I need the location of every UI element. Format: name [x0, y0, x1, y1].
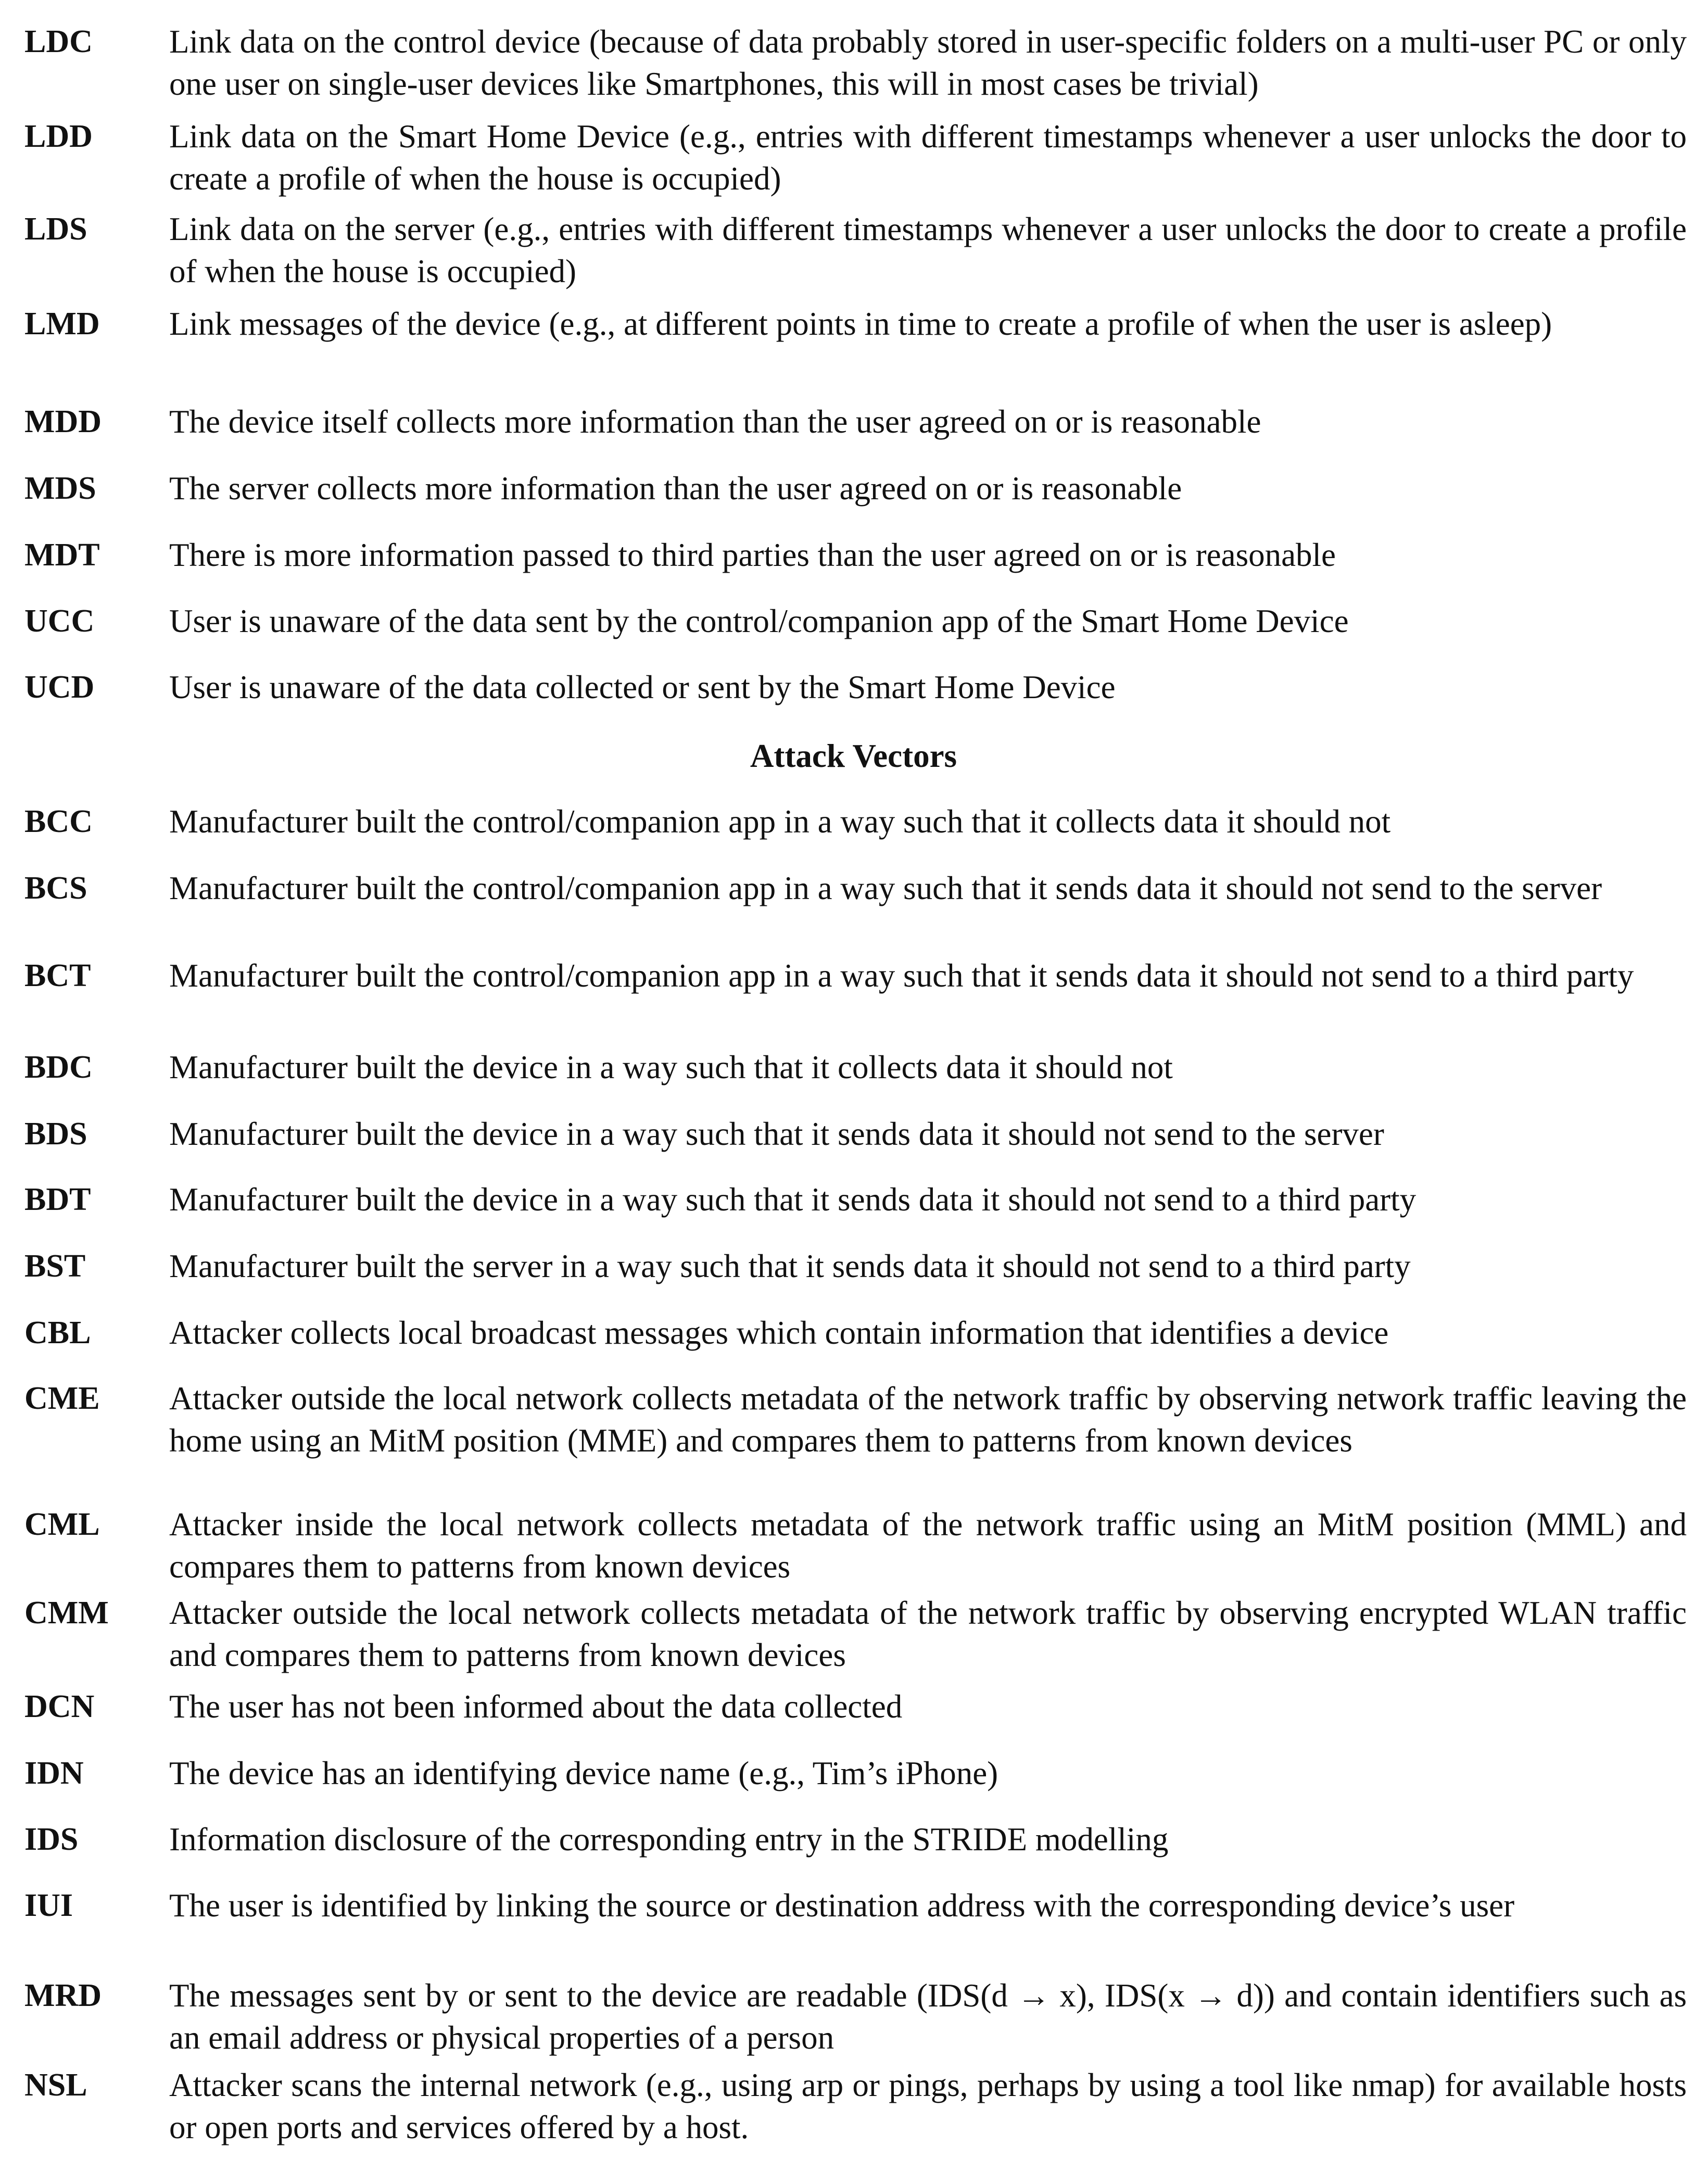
- entry-description: User is unaware of the data sent by the control/companion app of the Smart Home Device: [169, 603, 1349, 639]
- entry-description: The user has not been informed about the data collected: [169, 1688, 903, 1725]
- entry-description: Link messages of the device (e.g., at different points in time to create a profile of when the user is asleep): [169, 306, 1552, 342]
- entry-description: Manufacturer built the server in a way such that it sends data it should not send to a third party: [169, 1248, 1411, 1284]
- entry-description: Manufacturer built the device in a way such that it sends data it should not send to a third party: [169, 1181, 1417, 1218]
- entry-code: CMM: [24, 1595, 109, 1631]
- section-heading-attack-vectors: Attack Vectors: [750, 738, 957, 774]
- entry-description: There is more information passed to third parties than the user agreed on or is reasonable: [169, 537, 1336, 573]
- entry-description: User is unaware of the data collected or sent by the Smart Home Device: [169, 669, 1116, 705]
- entry-code: MDT: [24, 537, 100, 573]
- entry-code: MDS: [24, 471, 96, 506]
- entry-description: Information disclosure of the corresponding entry in the STRIDE modelling: [169, 1821, 1169, 1858]
- entry-description: The messages sent by or sent to the device are readable (IDS(d → x), IDS(x → d)) and contain identifiers such as an email address or physical properties of a person: [169, 1977, 1687, 2056]
- entry-description: Manufacturer built the control/companion app in a way such that it sends data it should not send to a third party: [169, 957, 1634, 994]
- entry-description: Link data on the server (e.g., entries with different timestamps whenever a user unlocks the door to create a profile of when the house is occupied): [169, 211, 1687, 289]
- entry-code: BDC: [24, 1050, 93, 1085]
- entry-code: MRD: [24, 1978, 102, 2013]
- entry-code: LDC: [24, 24, 93, 59]
- entry-description: Manufacturer built the device in a way such that it collects data it should not: [169, 1049, 1173, 1085]
- entry-code: CML: [24, 1507, 100, 1542]
- entry-description: Attacker outside the local network collects metadata of the network traffic by observing encrypted WLAN traffic and compares them to patterns from known devices: [169, 1595, 1687, 1673]
- entry-description: Link data on the Smart Home Device (e.g., entries with different timestamps whenever a user unlocks the door to create a profile of when the house is occupied): [169, 118, 1687, 197]
- entry-description: Attacker outside the local network collects metadata of the network traffic by observing network traffic leaving the home using an MitM position (MME) and compares them to patterns from known devices: [169, 1380, 1687, 1459]
- entry-description: Attacker inside the local network collects metadata of the network traffic using an MitM position (MML) and compares them to patterns from known devices: [169, 1506, 1687, 1585]
- entry-code: CBL: [24, 1315, 91, 1350]
- entry-code: LMD: [24, 306, 100, 342]
- entry-code: IUI: [24, 1888, 73, 1923]
- entry-code: IDS: [24, 1822, 79, 1857]
- entry-description: Attacker collects local broadcast messages which contain information that identifies a device: [169, 1315, 1389, 1351]
- entry-code: UCD: [24, 670, 95, 705]
- entry-description: The device has an identifying device name (e.g., Tim’s iPhone): [169, 1755, 998, 1791]
- entry-description: Attacker scans the internal network (e.g., using arp or pings, perhaps by using a tool like nmap) for available hosts or open ports and services offered by a host.: [169, 2067, 1687, 2145]
- entry-code: BCS: [24, 870, 87, 906]
- entry-description: Manufacturer built the device in a way such that it sends data it should not send to the server: [169, 1116, 1384, 1152]
- entry-description: The device itself collects more information than the user agreed on or is reasonable: [169, 403, 1261, 440]
- entry-description: Link data on the control device (because of data probably stored in user-specific folders on a multi-user PC or only one user on single-user devices like Smartphones, this will in most cases be trivial): [169, 23, 1687, 102]
- entry-description: Manufacturer built the control/companion app in a way such that it sends data it should not send to the server: [169, 870, 1602, 906]
- entry-code: LDS: [24, 211, 87, 247]
- entry-code: BST: [24, 1248, 86, 1284]
- entry-description: Manufacturer built the control/companion app in a way such that it collects data it should not: [169, 803, 1391, 840]
- entry-code: NSL: [24, 2067, 87, 2103]
- entry-code: IDN: [24, 1756, 84, 1791]
- entry-code: UCC: [24, 603, 95, 639]
- entry-code: MDD: [24, 404, 102, 439]
- entry-code: LDD: [24, 119, 93, 154]
- entry-description: The server collects more information than the user agreed on or is reasonable: [169, 470, 1182, 507]
- entry-code: BCT: [24, 958, 91, 993]
- entry-description: The user is identified by linking the source or destination address with the corresponding device’s user: [169, 1887, 1515, 1924]
- entry-code: DCN: [24, 1689, 95, 1724]
- entry-code: CME: [24, 1381, 100, 1416]
- entry-code: BDS: [24, 1116, 87, 1152]
- entry-code: BCC: [24, 804, 93, 839]
- entry-code: BDT: [24, 1182, 91, 1217]
